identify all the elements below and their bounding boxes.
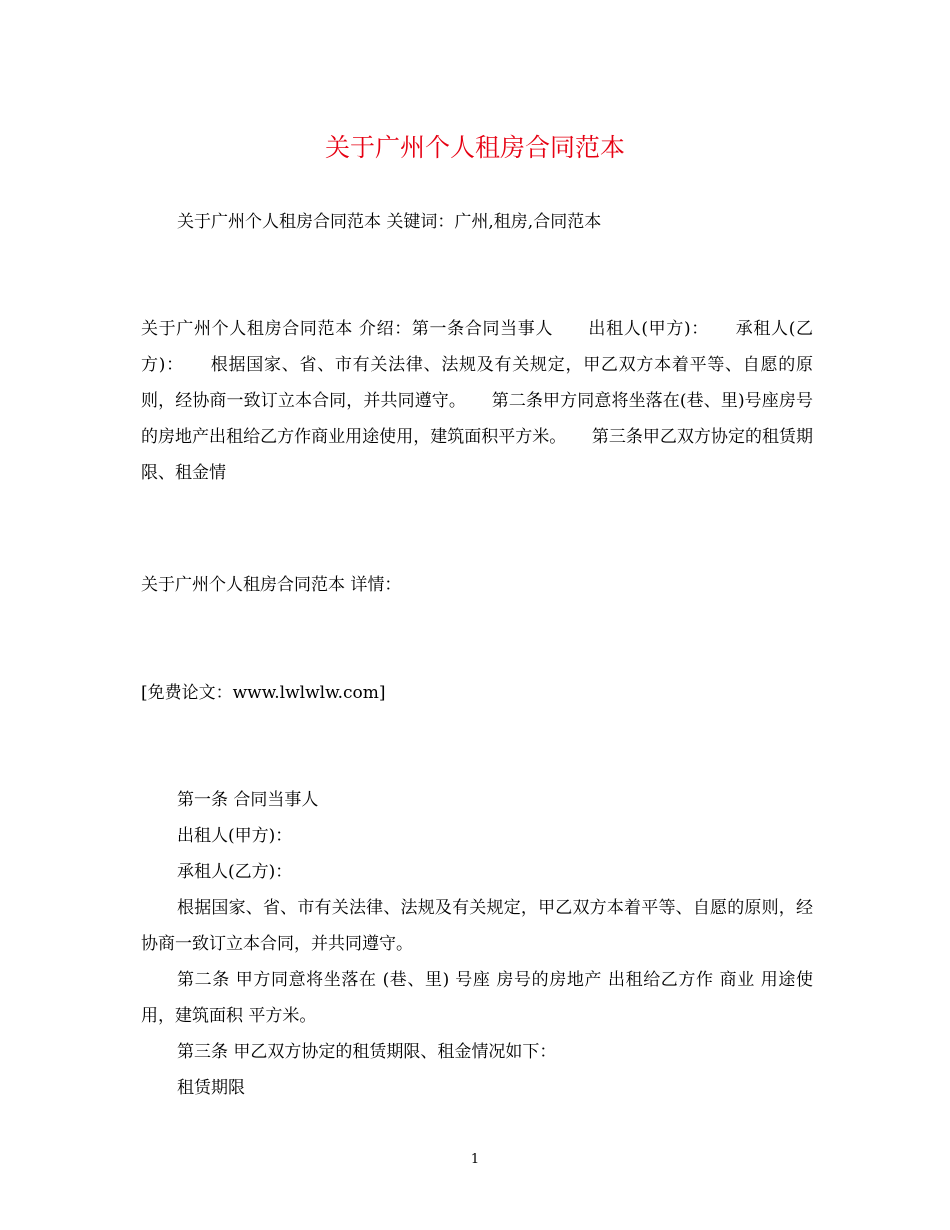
lessor-line: 出租人(甲方)： bbox=[177, 826, 293, 846]
principle-paragraph: 根据国家、省、市有关法律、法规及有关规定，甲乙双方本着平等、自愿的原则，经协商一致订立本合同，并共同遵守。 bbox=[141, 898, 813, 954]
document-title: 关于广州个人租房合同范本 bbox=[324, 133, 625, 162]
details-heading: 关于广州个人租房合同范本 详情： bbox=[141, 575, 402, 595]
page-number: 1 bbox=[470, 1152, 480, 1167]
article3-heading: 第三条 甲乙双方协定的租赁期限、租金情况如下： bbox=[177, 1042, 557, 1062]
article2-paragraph: 第二条 甲方同意将坐落在 (巷、里) 号座 房号的房地产 出租给乙方作 商业 用途使用，建筑面积 平方米。 bbox=[141, 970, 813, 1026]
source-link[interactable]: [免费论文：www.lwlwlw.com] bbox=[141, 683, 386, 703]
lease-term-line: 租赁期限 bbox=[177, 1078, 245, 1098]
lessee-line: 承租人(乙方)： bbox=[177, 862, 293, 882]
keywords-line: 关于广州个人租房合同范本 关键词：广州,租房,合同范本 bbox=[177, 212, 602, 232]
intro-paragraph: 关于广州个人租房合同范本 介绍：第一条合同当事人 出租人(甲方)： 承租人(乙方)： 根据国家、省、市有关法律、法规及有关规定，甲乙双方本着平等、自愿的原则，经协商一致订立本合同，并共同遵守。 第二条甲方同意将坐落在(巷、里)号座房号的房地产出租给乙方作商业用途使用，建筑面积平方米。 第三条甲乙双方协定的租赁期限、租金情 bbox=[141, 319, 813, 483]
article1-heading: 第一条 合同当事人 bbox=[177, 790, 319, 810]
